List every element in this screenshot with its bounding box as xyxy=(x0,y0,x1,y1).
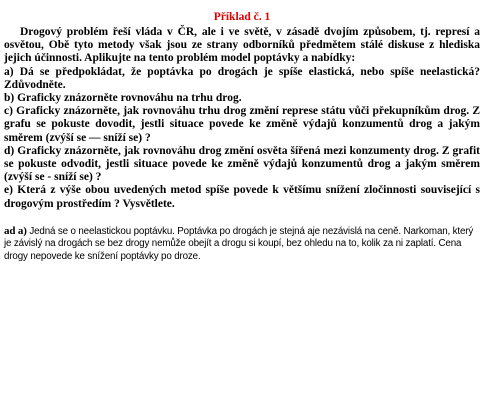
answer-paragraph xyxy=(4,225,480,264)
page-title: Příklad č. 1 xyxy=(213,11,271,23)
answer-text: Jedná se o neelastickou poptávku. Poptávka po drogách je stejná aje nezávislá na ceně. Narkoman, který je závislý na drogách se bez drogy nemůže obejít a drogu si koupí, bez ohledu na to, kolik za ni zaplatí. Cena drogy nepovede ke snížení poptávky po droze. xyxy=(4,225,474,263)
question-a: a) Dá se předpokládat, že poptávka po drogách je spíše elastická, nebo spíše neelastická? Zdůvodněte. xyxy=(4,65,480,91)
question-b: b) Graficky znázorněte rovnováhu na trhu drog. xyxy=(4,92,242,105)
question-e: e) Která z výše obou uvedených metod spíše povede k většímu snížení zločinnosti související s drogovým prostředím ? Vysvětlete. xyxy=(4,184,480,210)
task-text xyxy=(4,26,480,211)
document-page xyxy=(4,11,480,264)
task-intro: Drogový problém řeší vláda v ČR, ale i ve světě, v zásadě dvojím způsobem, tj. represí a osvětou, Obě tyto metody však jsou ze strany odborníků předmětem stálé diskuse z hlediska jejich účinnosti. Aplikujte na tento problém model poptávky a nabídky: xyxy=(4,26,480,65)
question-d: d) Graficky znázorněte, jak rovnováhu drog změní osvěta šířená mezi konzumenty drog. Z grafit se pokuste odvodit, jestli situace povede ke změně výdajů konzumentů drog a jakým směrem (zvýší se - sníží se) ? xyxy=(4,144,480,184)
question-c: c) Graficky znázorněte, jak rovnováhu trhu drog změní represe státu vůči překupníkům drog. Z grafu se pokuste dovodit, jestli situace povede ke změně výdajů konzumentů drog a jakým směrem (zvýší se — sníží se) ? xyxy=(4,105,480,144)
answer-label: ad a) xyxy=(4,224,27,237)
